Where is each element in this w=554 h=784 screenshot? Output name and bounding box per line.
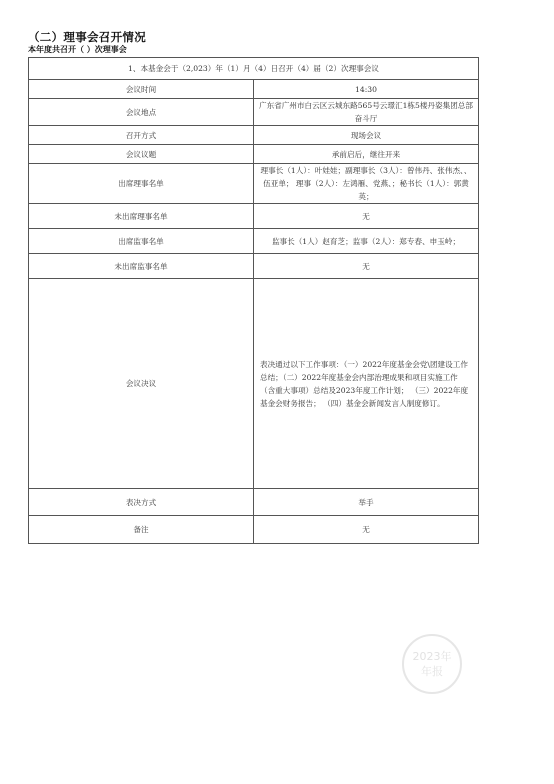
row-label-absent-supervisors: 未出席监事名单 xyxy=(29,254,254,279)
table-row xyxy=(29,254,479,279)
row-label-attending-directors: 出席理事名单 xyxy=(29,164,254,204)
table-row xyxy=(29,126,479,145)
table-row xyxy=(29,164,479,204)
table-row xyxy=(29,99,479,126)
row-label-format: 召开方式 xyxy=(29,126,254,145)
meeting-header: 1、本基金会于（2,023）年（1）月（4）日召开（4）届（2）次理事会议 xyxy=(29,58,479,80)
row-label-voting-method: 表决方式 xyxy=(29,489,254,516)
table-row xyxy=(29,145,479,164)
row-value-absent-supervisors: 无 xyxy=(254,254,479,279)
row-value-attending-supervisors: 监事长（1人）赵育芝；监事（2人）：郑专春、申玉岭； xyxy=(254,229,479,254)
table-header-row xyxy=(29,58,479,80)
row-value-location: 广东省广州市白云区云城东路565号云璟汇1栋5楼丹姿集团总部奋斗厅 xyxy=(254,99,479,126)
row-value-attending-directors: 理事长（1人）：叶娃娃；副理事长（3人）：曾伟丹、张伟杰、、伍亚单； 理事（2人）：左鸿雁、党燕、；秘书长（1人）：郭黄英； xyxy=(254,164,479,204)
row-label-remarks: 备注 xyxy=(29,516,254,544)
row-value-voting-method: 举手 xyxy=(254,489,479,516)
row-value-resolution: 表决通过以下工作事项：（一）2022年度基金会党\团建设工作总结；（二）2022年度基金会内部治理成果和项目实施工作（含重大事项）总结及2023年度工作计划； （三）2022年度基金会财务报告； （四）基金会新闻发言人制度修订。 xyxy=(254,279,479,489)
table-row xyxy=(29,279,479,489)
meeting-table xyxy=(28,57,479,544)
row-label-absent-directors: 未出席理事名单 xyxy=(29,204,254,229)
table-row xyxy=(29,229,479,254)
row-label-resolution: 会议决议 xyxy=(29,279,254,489)
table-row xyxy=(29,516,479,544)
row-label-time: 会议时间 xyxy=(29,80,254,99)
table-row xyxy=(29,80,479,99)
row-value-remarks: 无 xyxy=(254,516,479,544)
watermark-label: 年报 xyxy=(421,665,443,678)
row-value-time: 14:30 xyxy=(254,80,479,99)
row-value-format: 现场会议 xyxy=(254,126,479,145)
row-label-topic: 会议议题 xyxy=(29,145,254,164)
table-row xyxy=(29,204,479,229)
row-label-attending-supervisors: 出席监事名单 xyxy=(29,229,254,254)
watermark-year: 2023年 xyxy=(412,650,452,663)
annual-report-watermark xyxy=(402,634,462,694)
table-row xyxy=(29,489,479,516)
row-value-absent-directors: 无 xyxy=(254,204,479,229)
row-label-location: 会议地点 xyxy=(29,99,254,126)
row-value-topic: 承前启后，继往开来 xyxy=(254,145,479,164)
section-subtitle: 本年度共召开（ ）次理事会 xyxy=(28,45,127,54)
section-title: （二）理事会召开情况 xyxy=(28,30,146,44)
